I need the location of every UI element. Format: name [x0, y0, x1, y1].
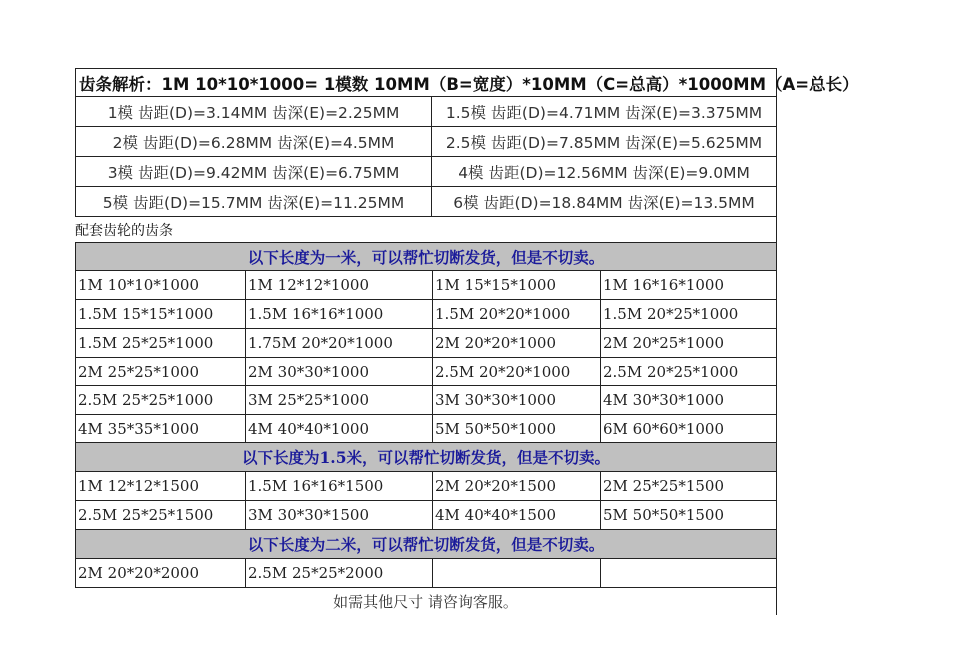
rack-size-cell: 1.5M 20*25*1000 [603, 305, 739, 323]
rack-size-cell: 2M 20*20*1500 [433, 472, 601, 500]
rack-size-cell: 1.5M 15*15*1000 [76, 300, 246, 328]
rack-size-cell: 4M 40*40*1500 [433, 501, 601, 529]
table-row [75, 300, 777, 329]
rack-size-cell: 4M 40*40*1000 [246, 415, 433, 442]
module-spec: 1模 齿距(D)=3.14MM 齿深(E)=2.25MM [76, 97, 432, 126]
rack-analysis-title: 齿条解析：1M 10*10*1000= 1模数 10MM（B=宽度）*10MM（C=总高）*1000MM（A=总长） [79, 75, 859, 94]
table-row [75, 271, 777, 300]
rack-size-cell: 2M 20*20*2000 [76, 559, 246, 587]
module-spec: 6模 齿距(D)=18.84MM 齿深(E)=13.5MM [453, 193, 755, 212]
length-2m-header: 以下长度为二米，可以帮忙切断发货，但是不切卖。 [76, 530, 776, 558]
rack-size-cell: 2M 30*30*1000 [246, 358, 433, 385]
rack-size-cell: 6M 60*60*1000 [603, 419, 725, 438]
rack-size-cell: 1M 15*15*1000 [433, 271, 601, 299]
rack-size-cell: 1M 12*12*1500 [76, 472, 246, 500]
rack-size-cell: 2.5M 25*25*1000 [76, 386, 246, 414]
rack-size-cell: 1M 16*16*1000 [603, 276, 725, 294]
rack-size-cell: 1.5M 16*16*1000 [246, 300, 433, 328]
rack-size-cell: 5M 50*50*1000 [433, 415, 601, 442]
rack-size-cell: 1.5M 16*16*1500 [246, 472, 433, 500]
length-1-5m-header: 以下长度为1.5米，可以帮忙切断发货，但是不切卖。 [76, 443, 776, 471]
module-spec: 5模 齿距(D)=15.7MM 齿深(E)=11.25MM [76, 187, 432, 216]
module-row [75, 187, 777, 217]
module-row [75, 127, 777, 157]
matching-gear-note: 配套齿轮的齿条 [75, 222, 173, 239]
rack-size-cell [601, 559, 776, 587]
rack-size-cell: 1.5M 20*20*1000 [433, 300, 601, 328]
section-header-1-5m [75, 443, 777, 472]
rack-size-cell: 3M 25*25*1000 [246, 386, 433, 414]
module-row [75, 97, 777, 127]
section-header-2m [75, 530, 777, 559]
note-row [75, 217, 777, 242]
table-row [75, 501, 777, 530]
module-spec: 2模 齿距(D)=6.28MM 齿深(E)=4.5MM [76, 127, 432, 156]
length-1m-header: 以下长度为一米，可以帮忙切断发货，但是不切卖。 [76, 243, 776, 270]
rack-size-cell: 1.75M 20*20*1000 [246, 329, 433, 357]
rack-size-cell: 4M 30*30*1000 [603, 391, 725, 409]
rack-size-cell: 2M 25*25*1000 [76, 358, 246, 385]
rack-size-cell [433, 559, 601, 587]
table-row [75, 358, 777, 386]
table-row [75, 329, 777, 358]
footer-row [75, 588, 777, 615]
rack-size-cell: 3M 30*30*1500 [246, 501, 433, 529]
rack-size-cell: 1.5M 25*25*1000 [76, 329, 246, 357]
rack-size-cell: 2.5M 25*25*1500 [76, 501, 246, 529]
module-row [75, 157, 777, 187]
table-row [75, 415, 777, 443]
section-header-1m [75, 242, 777, 271]
module-spec: 3模 齿距(D)=9.42MM 齿深(E)=6.75MM [76, 157, 432, 186]
rack-size-cell: 5M 50*50*1500 [603, 506, 725, 524]
table-row [75, 559, 777, 588]
title-row [75, 68, 859, 97]
rack-size-cell: 1M 12*12*1000 [246, 271, 433, 299]
rack-size-cell: 3M 30*30*1000 [433, 386, 601, 414]
table-row [75, 472, 777, 501]
rack-size-cell: 2M 20*20*1000 [433, 329, 601, 357]
contact-service-note: 如需其他尺寸 请咨询客服。 [333, 593, 518, 611]
rack-size-cell: 2M 25*25*1500 [603, 477, 725, 495]
table-row [75, 386, 777, 415]
module-spec: 2.5模 齿距(D)=7.85MM 齿深(E)=5.625MM [445, 133, 763, 152]
rack-size-cell: 1M 10*10*1000 [76, 271, 246, 299]
module-spec: 4模 齿距(D)=12.56MM 齿深(E)=9.0MM [458, 163, 750, 182]
rack-size-cell: 2M 20*25*1000 [603, 334, 725, 352]
rack-size-cell: 2.5M 20*25*1000 [603, 362, 739, 381]
rack-size-cell: 2.5M 25*25*2000 [246, 559, 433, 587]
rack-size-cell: 4M 35*35*1000 [76, 415, 246, 442]
rack-size-cell: 2.5M 20*20*1000 [433, 358, 601, 385]
module-spec: 1.5模 齿距(D)=4.71MM 齿深(E)=3.375MM [445, 103, 763, 122]
